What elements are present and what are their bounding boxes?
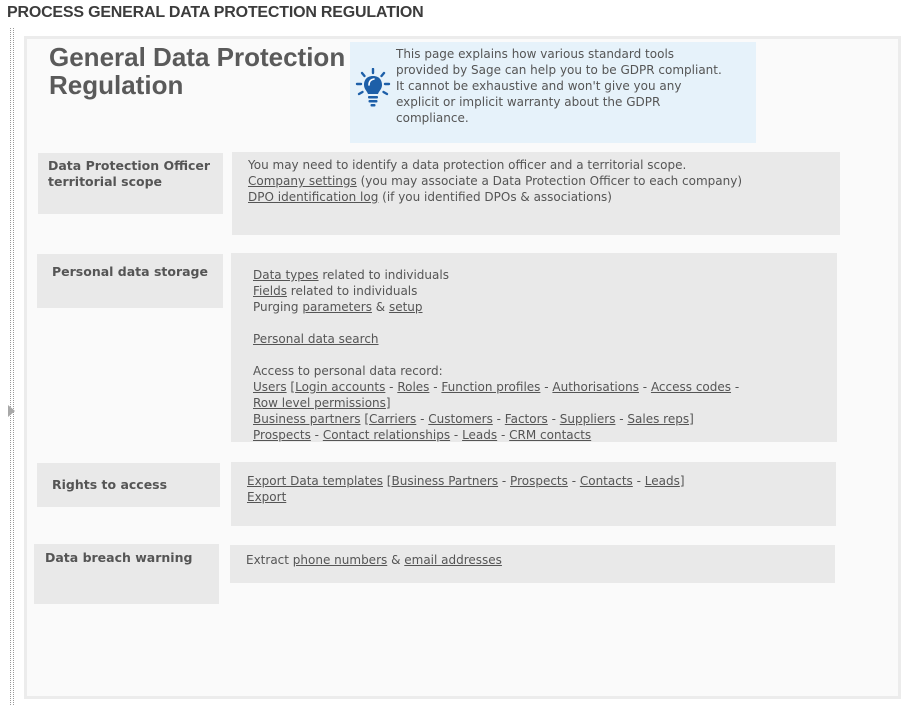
phone-numbers-link[interactable]: phone numbers <box>292 553 388 567</box>
roles-link[interactable]: Roles <box>397 380 430 394</box>
suppliers-link[interactable]: Suppliers <box>559 412 616 426</box>
purging-parameters-link[interactable]: parameters <box>302 300 372 314</box>
sales-reps-link[interactable]: Sales reps <box>627 412 690 426</box>
dpo-identification-log-link[interactable]: DPO identification log <box>248 190 379 204</box>
email-addresses-link[interactable]: email addresses <box>404 553 502 567</box>
business-partners-link[interactable]: Business partners <box>253 412 361 426</box>
row-level-permissions-link[interactable]: Row level permissions <box>253 396 386 410</box>
left-dotted-rule <box>10 28 11 705</box>
fields-link[interactable]: Fields <box>253 284 287 298</box>
page-header: PROCESS GENERAL DATA PROTECTION REGULATION <box>7 4 424 21</box>
authorisations-link[interactable]: Authorisations <box>552 380 639 394</box>
leads-link[interactable]: Leads <box>462 428 498 442</box>
access-codes-link[interactable]: Access codes <box>650 380 732 394</box>
function-profiles-link[interactable]: Function profiles <box>441 380 541 394</box>
access-intro: Access to personal data record: <box>253 364 443 378</box>
info-text: This page explains how various standard tools provided by Sage can help you to be GDPR compliant. It cannot be exhaustive and won't give you any explicit or implicit warranty about the GDPR compliance. <box>396 47 722 125</box>
export-link[interactable]: Export <box>247 490 287 504</box>
dpo-section-label: Data Protection Officer territorial scope <box>38 153 223 214</box>
breach-section-label: Data breach warning <box>34 544 219 604</box>
page-title: General Data Protection Regulation <box>49 42 346 100</box>
purging-setup-link[interactable]: setup <box>388 300 423 314</box>
carriers-link[interactable]: Carriers <box>369 412 417 426</box>
expand-arrow-icon[interactable] <box>8 405 15 417</box>
rights-section-label: Rights to access <box>37 463 220 507</box>
lightbulb-icon <box>355 68 391 108</box>
contact-relationships-link[interactable]: Contact relationships <box>322 428 451 442</box>
export-leads-link[interactable]: Leads <box>644 474 680 488</box>
factors-link[interactable]: Factors <box>504 412 548 426</box>
prospects-link[interactable]: Prospects <box>253 428 311 442</box>
left-dotted-rule-inner <box>13 28 14 705</box>
company-settings-link[interactable]: Company settings <box>248 174 357 188</box>
storage-section-label: Personal data storage <box>37 254 223 308</box>
export-business-partners-link[interactable]: Business Partners <box>391 474 499 488</box>
info-box <box>350 42 756 143</box>
export-contacts-link[interactable]: Contacts <box>579 474 633 488</box>
customers-link[interactable]: Customers <box>428 412 493 426</box>
crm-contacts-link[interactable]: CRM contacts <box>509 428 592 442</box>
dpo-section-content: You may need to identify a data protection officer and a territorial scope. Company settings (you may associate a Data Protection Officer to each company) DPO identification log (if you identified DPOs & associations) <box>232 152 840 235</box>
storage-section-content: Data types related to individuals Fields related to individuals Purging parameters & setup Personal data search Access to personal data record: Users [Login accounts - Roles - Function profiles - Authorisations - Access codes - Row level permissions] Business partners [Carriers - Customers - Factors - Suppliers - Sales reps] Prospects - Contact relationships - Leads - CRM contacts <box>231 253 837 442</box>
export-prospects-link[interactable]: Prospects <box>510 474 568 488</box>
breach-section-content: Extract phone numbers & email addresses <box>230 545 835 583</box>
rights-section-content: Export Data templates [Business Partners - Prospects - Contacts - Leads] Export <box>231 462 836 526</box>
export-data-templates-link[interactable]: Export Data templates <box>247 474 383 488</box>
dpo-intro: You may need to identify a data protection officer and a territorial scope. <box>248 158 687 172</box>
login-accounts-link[interactable]: Login accounts <box>295 380 386 394</box>
data-types-link[interactable]: Data types <box>253 268 319 282</box>
personal-data-search-link[interactable]: Personal data search <box>253 332 379 346</box>
users-link[interactable]: Users <box>253 380 287 394</box>
